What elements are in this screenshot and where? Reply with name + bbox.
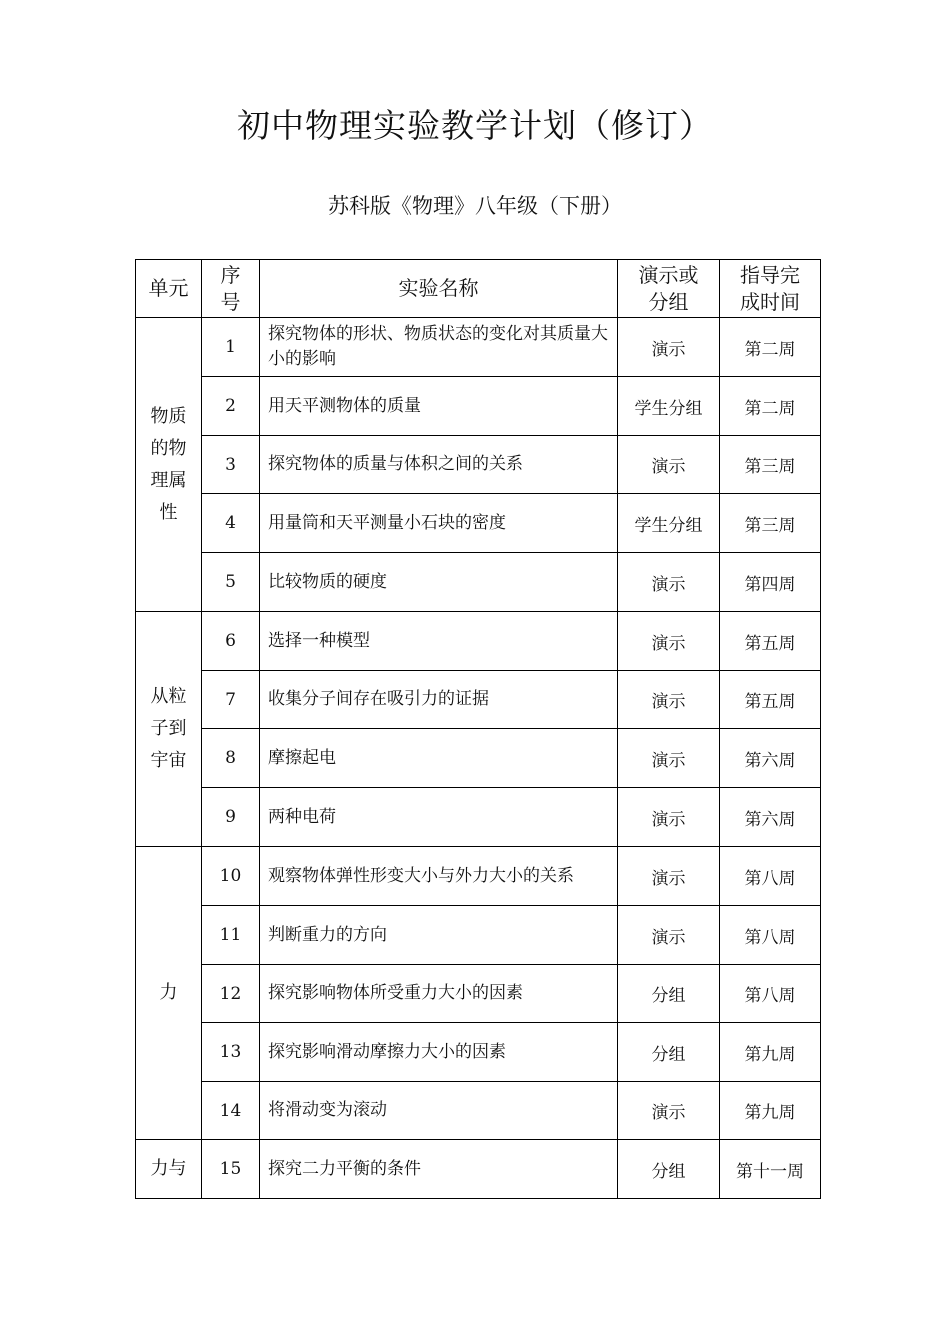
header-completion-time: 指导完成时间	[720, 260, 821, 318]
table-row	[136, 1082, 821, 1140]
table-row	[136, 553, 821, 612]
unit-cell: 物质的物理属性	[136, 318, 202, 612]
experiment-name-cell: 用量筒和天平测量小石块的密度	[260, 494, 618, 553]
mode-cell: 演示	[618, 788, 720, 847]
table-row	[136, 318, 821, 377]
mode-cell: 演示	[618, 553, 720, 612]
table-body	[136, 318, 821, 1199]
table-row	[136, 965, 821, 1023]
unit-cell: 力与	[136, 1140, 202, 1199]
table-header-row	[136, 260, 821, 318]
completion-time-cell: 第二周	[720, 377, 821, 436]
completion-time-cell: 第八周	[720, 906, 821, 965]
table-row	[136, 377, 821, 436]
index-cell: 5	[202, 553, 260, 612]
completion-time-cell: 第六周	[720, 729, 821, 788]
experiment-name-cell: 比较物质的硬度	[260, 553, 618, 612]
document-subtitle: 苏科版《物理》八年级（下册）	[328, 194, 622, 218]
unit-cell: 从粒子到宇宙	[136, 612, 202, 847]
header-experiment-name: 实验名称	[260, 260, 618, 318]
table-row	[136, 612, 821, 671]
header-unit: 单元	[136, 260, 202, 318]
index-cell: 13	[202, 1023, 260, 1082]
mode-cell: 学生分组	[618, 494, 720, 553]
experiment-plan-table	[135, 259, 821, 1199]
completion-time-cell: 第十一周	[720, 1140, 821, 1199]
index-cell: 12	[202, 965, 260, 1023]
header-mode: 演示或分组	[618, 260, 720, 318]
experiment-name-cell: 将滑动变为滚动	[260, 1082, 618, 1140]
experiment-name-cell: 两种电荷	[260, 788, 618, 847]
index-cell: 6	[202, 612, 260, 671]
table-row	[136, 1140, 821, 1199]
index-cell: 9	[202, 788, 260, 847]
experiment-name-cell: 用天平测物体的质量	[260, 377, 618, 436]
experiment-name-cell: 判断重力的方向	[260, 906, 618, 965]
completion-time-cell: 第三周	[720, 494, 821, 553]
mode-cell: 分组	[618, 1023, 720, 1082]
table-row	[136, 494, 821, 553]
document-title: 初中物理实验教学计划（修订）	[237, 106, 713, 145]
table-row	[136, 436, 821, 494]
experiment-name-cell: 摩擦起电	[260, 729, 618, 788]
completion-time-cell: 第四周	[720, 553, 821, 612]
table-row	[136, 1023, 821, 1082]
experiment-name-cell: 选择一种模型	[260, 612, 618, 671]
experiment-name-cell: 探究影响物体所受重力大小的因素	[260, 965, 618, 1023]
mode-cell: 演示	[618, 436, 720, 494]
experiment-name-cell: 探究物体的形状、物质状态的变化对其质量大小的影响	[260, 318, 618, 377]
index-cell: 11	[202, 906, 260, 965]
table-row	[136, 788, 821, 847]
index-cell: 15	[202, 1140, 260, 1199]
index-cell: 10	[202, 847, 260, 906]
index-cell: 1	[202, 318, 260, 377]
unit-cell: 力	[136, 847, 202, 1140]
experiment-name-cell: 探究二力平衡的条件	[260, 1140, 618, 1199]
experiment-name-cell: 收集分子间存在吸引力的证据	[260, 671, 618, 729]
mode-cell: 演示	[618, 671, 720, 729]
completion-time-cell: 第五周	[720, 671, 821, 729]
completion-time-cell: 第九周	[720, 1023, 821, 1082]
table-row	[136, 906, 821, 965]
index-cell: 7	[202, 671, 260, 729]
table-row	[136, 671, 821, 729]
mode-cell: 演示	[618, 847, 720, 906]
completion-time-cell: 第八周	[720, 965, 821, 1023]
index-cell: 8	[202, 729, 260, 788]
header-index: 序号	[202, 260, 260, 318]
mode-cell: 演示	[618, 612, 720, 671]
mode-cell: 学生分组	[618, 377, 720, 436]
completion-time-cell: 第二周	[720, 318, 821, 377]
mode-cell: 演示	[618, 318, 720, 377]
completion-time-cell: 第九周	[720, 1082, 821, 1140]
index-cell: 14	[202, 1082, 260, 1140]
index-cell: 4	[202, 494, 260, 553]
mode-cell: 演示	[618, 729, 720, 788]
index-cell: 2	[202, 377, 260, 436]
completion-time-cell: 第三周	[720, 436, 821, 494]
completion-time-cell: 第八周	[720, 847, 821, 906]
mode-cell: 分组	[618, 965, 720, 1023]
mode-cell: 演示	[618, 906, 720, 965]
experiment-name-cell: 探究影响滑动摩擦力大小的因素	[260, 1023, 618, 1082]
table-row	[136, 847, 821, 906]
completion-time-cell: 第六周	[720, 788, 821, 847]
experiment-name-cell: 探究物体的质量与体积之间的关系	[260, 436, 618, 494]
table-row	[136, 729, 821, 788]
experiment-name-cell: 观察物体弹性形变大小与外力大小的关系	[260, 847, 618, 906]
mode-cell: 演示	[618, 1082, 720, 1140]
completion-time-cell: 第五周	[720, 612, 821, 671]
mode-cell: 分组	[618, 1140, 720, 1199]
index-cell: 3	[202, 436, 260, 494]
